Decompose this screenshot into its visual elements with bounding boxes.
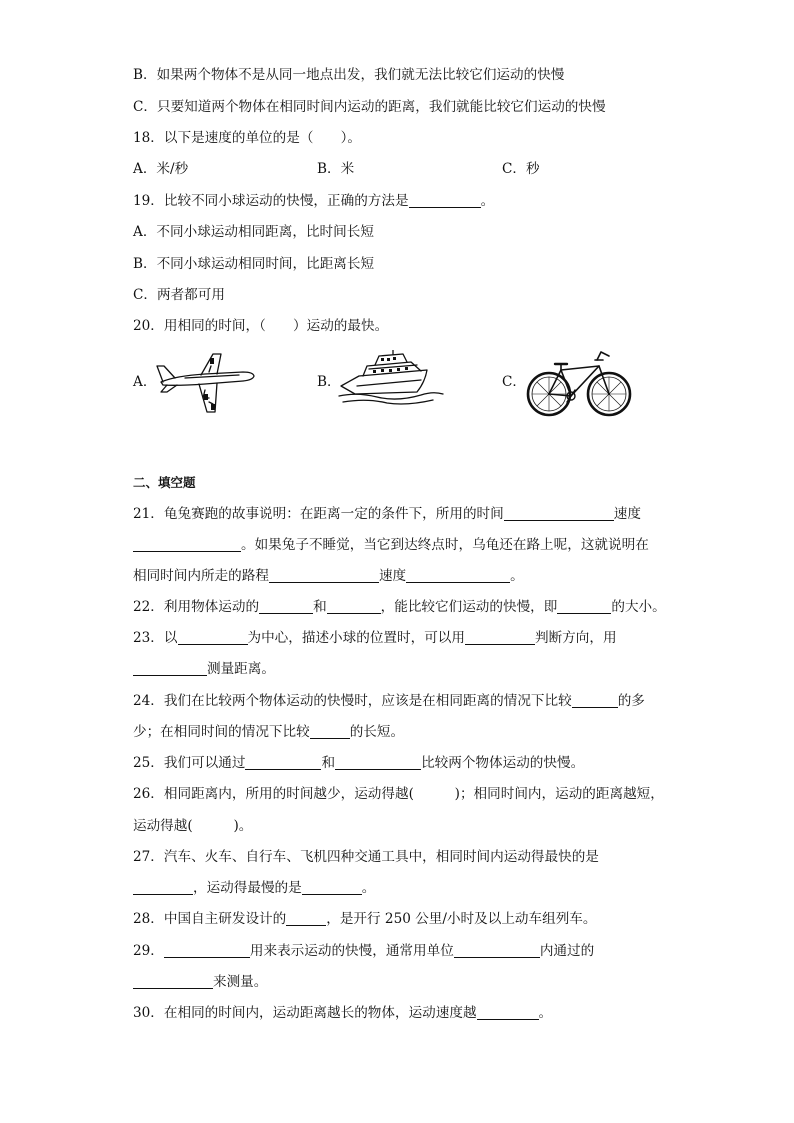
q20-option-a: A．	[133, 374, 157, 390]
answer-blank[interactable]	[406, 568, 510, 583]
q19-option-a: A．不同小球运动相同距离，比时间长短	[133, 224, 374, 240]
q20-option-c: C．	[502, 374, 526, 390]
answer-blank[interactable]	[286, 911, 326, 926]
q29-line1: 29． 用来表示运动的快慢，通常用单位 内通过的	[133, 943, 595, 959]
answer-blank[interactable]	[178, 630, 248, 645]
q23-line2: 测量距离。	[133, 659, 275, 679]
answer-blank[interactable]	[133, 974, 213, 989]
answer-blank[interactable]	[335, 755, 421, 770]
q17-option-b: B．如果两个物体不是从同一地点出发，我们就无法比较它们运动的快慢	[133, 67, 565, 83]
q20-stem: 20．用相同的时间，（ ）运动的最快。	[133, 318, 389, 334]
q24-line1: 24．我们在比较两个物体运动的快慢时，应该是在相同距离的情况下比较 的多	[133, 693, 645, 709]
q22-line: 22．利用物体运动的 和 ，能比较它们运动的快慢，即 的大小。	[133, 599, 666, 615]
q18-option-c: C．秒	[502, 161, 540, 177]
airplane-drawing	[155, 352, 257, 416]
answer-blank[interactable]	[454, 943, 540, 958]
answer-blank[interactable]	[465, 630, 535, 645]
q27-line1: 27．汽车、火车、自行车、飞机四种交通工具中，相同时间内运动得最快的是	[133, 849, 599, 865]
q20-option-b: B．	[317, 374, 341, 390]
q26-line2: 运动得越( )。	[133, 818, 253, 834]
answer-blank[interactable]	[409, 193, 481, 208]
answer-blank[interactable]	[557, 599, 611, 614]
answer-blank[interactable]	[133, 880, 193, 895]
q23-line1: 23．以 为中心，描述小球的位置时，可以用 判断方向，用	[133, 630, 617, 646]
q19-option-b: B．不同小球运动相同时间，比距离长短	[133, 256, 375, 272]
q18-option-a: A．米/秒	[133, 161, 189, 177]
answer-blank[interactable]	[269, 568, 379, 583]
answer-blank[interactable]	[477, 1005, 539, 1020]
q19-stem: 19．比较不同小球运动的快慢，正确的方法是 。	[133, 193, 495, 209]
answer-blank[interactable]	[133, 661, 207, 676]
q21-line1: 21．龟兔赛跑的故事说明：在距离一定的条件下，所用的时间 速度	[133, 506, 641, 522]
answer-blank[interactable]	[504, 506, 614, 521]
answer-blank[interactable]	[302, 880, 362, 895]
answer-blank[interactable]	[310, 724, 350, 739]
answer-blank[interactable]	[133, 537, 241, 552]
answer-blank[interactable]	[327, 599, 381, 614]
q17-option-c: C．只要知道两个物体在相同时间内运动的距离，我们就能比较它们运动的快慢	[133, 99, 606, 115]
q18-stem: 18．以下是速度的单位的是（ ）。	[133, 130, 361, 146]
q29-line2: 来测量。	[133, 972, 267, 992]
q27-line2: ，运动得最慢的是 。	[133, 878, 375, 898]
ship-drawing	[337, 350, 445, 406]
answer-blank[interactable]	[164, 943, 250, 958]
q28-line: 28．中国自主研发设计的 ，是开行 250 公里/小时及以上动车组列车。	[133, 911, 597, 927]
q19-option-c: C．两者都可用	[133, 287, 225, 303]
answer-blank[interactable]	[245, 755, 321, 770]
section-title: 二、填空题	[133, 475, 196, 490]
q25-line: 25．我们可以通过 和 比较两个物体运动的快慢。	[133, 755, 585, 771]
q30-line: 30．在相同的时间内，运动距离越长的物体，运动速度越 。	[133, 1005, 553, 1021]
q24-line2: 少；在相同时间的情况下比较 的长短。	[133, 724, 405, 740]
answer-blank[interactable]	[572, 693, 618, 708]
q21-line2: 。如果兔子不睡觉，当它到达终点时，乌龟还在路上呢，这就说明在	[133, 535, 649, 555]
bicycle-drawing	[525, 348, 633, 420]
q21-line3: 相同时间内所走的路程 速度 。	[133, 568, 524, 584]
q26-line1: 26．相同距离内，所用的时间越少，运动得越( )；相同时间内，运动的距离越短，	[133, 786, 664, 802]
q18-option-b: B．米	[317, 161, 355, 177]
answer-blank[interactable]	[259, 599, 313, 614]
